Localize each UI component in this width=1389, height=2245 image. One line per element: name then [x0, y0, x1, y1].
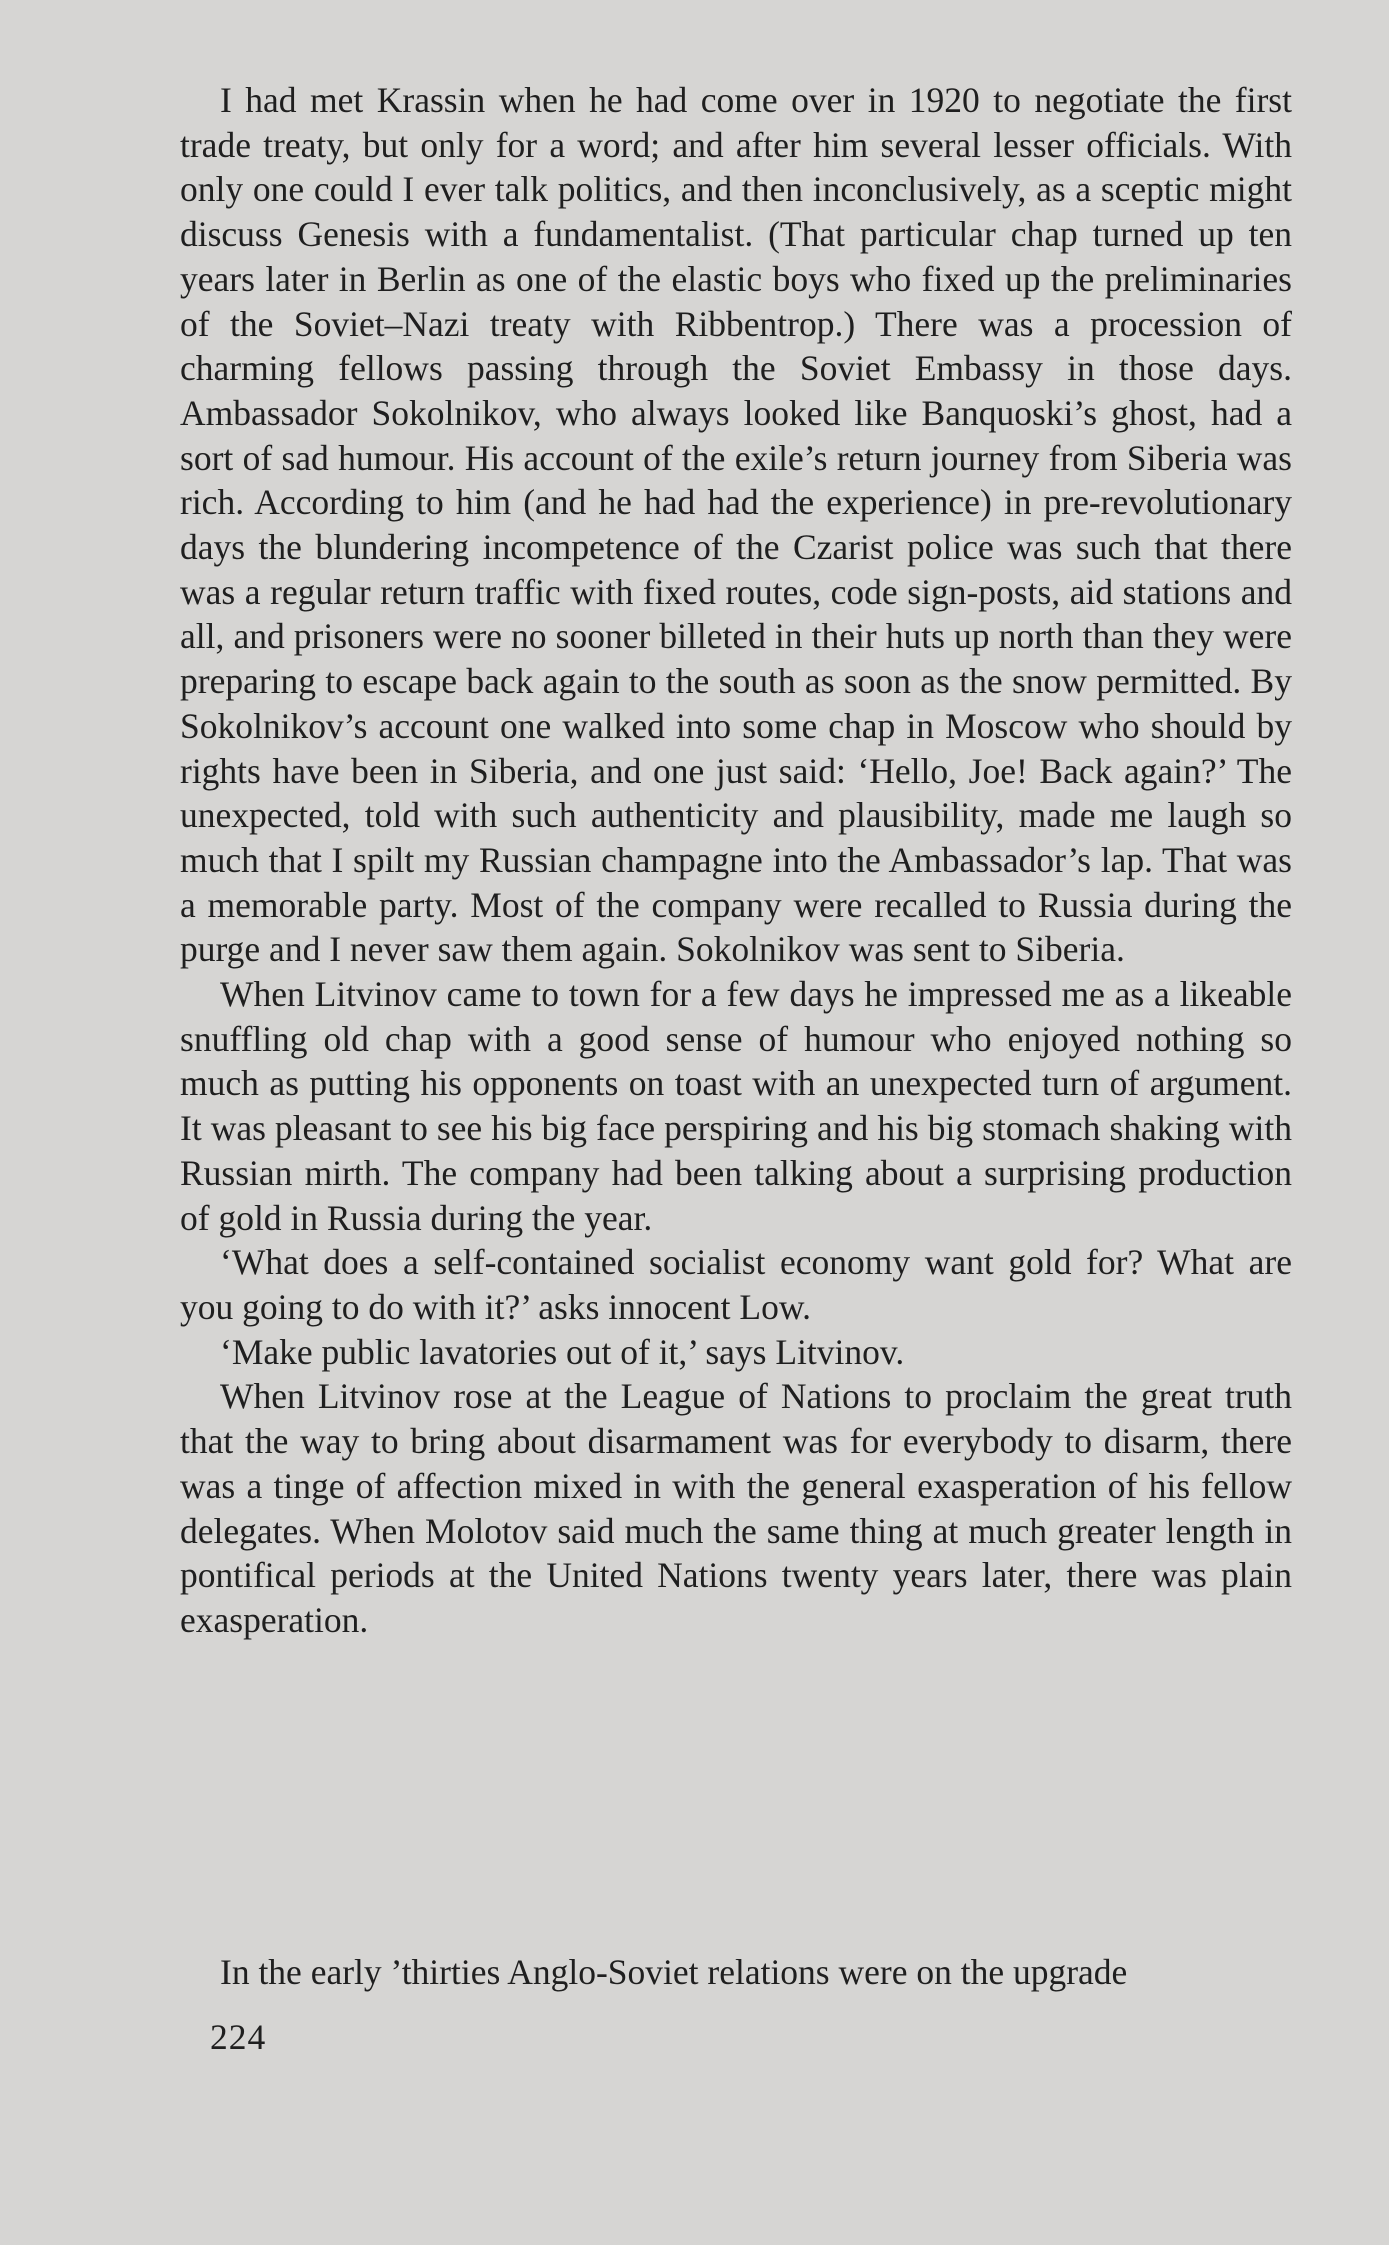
paragraph-litvinov-visit: When Litvinov came to town for a few days he impressed me as a likeable snuffling old chap with a good sense of humour who enjoyed nothing so much as putting his opponents on toast with an unexpected turn of argument. It was pleasant to see his big face perspiring and his big stomach shaking with Russian mirth. The company had been talking about a surprising production of gold in Russia during the year. — [180, 974, 1292, 1238]
paragraph-litvinov-reply: ‘Make public lavatories out of it,’ says Litvinov. — [220, 1331, 905, 1372]
paragraph-gold-question: ‘What does a self-contained socialist economy want gold for? What are you going to do with it?’ asks innocent Low. — [180, 1242, 1292, 1327]
paragraph-anglo-soviet: In the early ’thirties Anglo-Soviet relations were on the upgrade — [220, 1952, 1128, 1992]
page-number: 224 — [210, 2017, 267, 2057]
body-text — [180, 78, 1292, 1643]
paragraph-krassin: I had met Krassin when he had come over in 1920 to negotiate the first trade treaty, but only for a word; and after him several lesser officials. With only one could I ever talk politics, and then inconclusively, as a sceptic might discuss Genesis with a fundamentalist. (That particular chap turned up ten years later in Berlin as one of the elastic boys who fixed up the preliminaries of the Soviet–Nazi treaty with Ribbentrop.) There was a procession of charming fellows passing through the Soviet Embassy in those days. Ambassador Sokolnikov, who always looked like Banquoski’s ghost, had a sort of sad humour. His account of the exile’s return journey from Siberia was rich. According to him (and he had had the experience) in pre-revolutionary days the blundering incompetence of the Czarist police was such that there was a regular return traffic with fixed routes, code sign-posts, aid stations and all, and prisoners were no sooner billeted in their huts up north than they were preparing to escape back again to the south as soon as the snow permitted. By Sokolnikov’s account one walked into some chap in Moscow who should by rights have been in Siberia, and one just said: ‘Hello, Joe! Back again?’ The unexpected, told with such authenticity and plausibility, made me laugh so much that I spilt my Russian champagne into the Ambassador’s lap. That was a memorable party. Most of the company were recalled to Russia during the purge and I never saw them again. Sokolnikov was sent to Siberia. — [180, 80, 1292, 970]
section-continuation — [180, 1950, 1292, 1995]
paragraph-league-of-nations: When Litvinov rose at the League of Nations to proclaim the great truth that the way to bring about disarmament was for everybody to disarm, there was a tinge of affection mixed in with the general exasperation of his fellow delegates. When Molotov said much the same thing at much greater length in pontifical periods at the United Nations twenty years later, there was plain exasperation. — [180, 1376, 1292, 1640]
